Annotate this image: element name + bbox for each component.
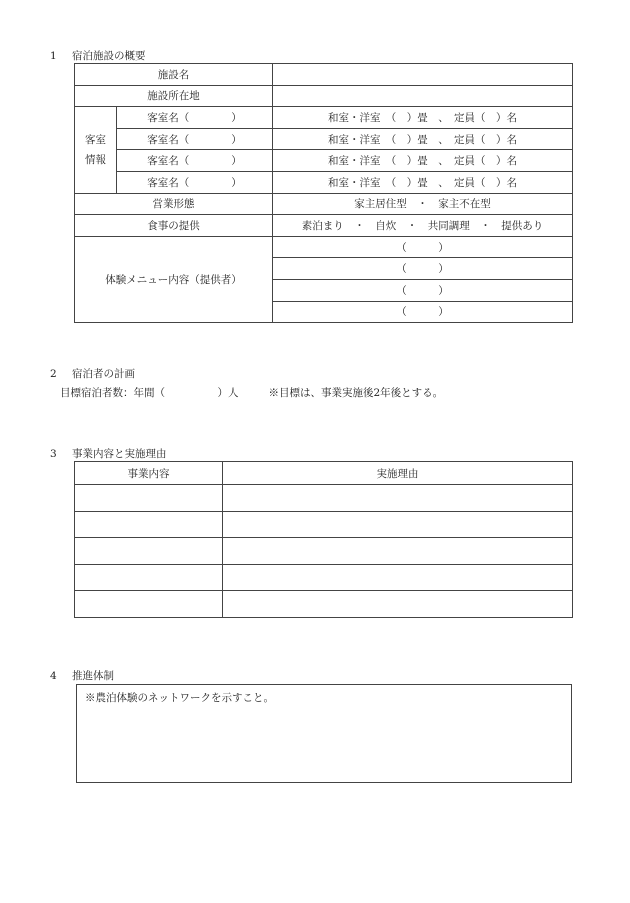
room-name-field[interactable]: 客室名（ ） xyxy=(117,150,273,172)
target-guests-note: ※目標は、事業実施後2年後とする。 xyxy=(268,387,444,399)
meal-options[interactable]: 素泊まり ・ 自炊 ・ 共同調理 ・ 提供あり xyxy=(273,215,573,237)
room-row xyxy=(75,150,573,172)
col-header-reason: 実施理由 xyxy=(223,462,573,485)
section-2-number: 2 xyxy=(50,368,57,380)
section-3-number: 3 xyxy=(50,448,57,460)
room-info-label-line2: 情報 xyxy=(85,153,106,166)
section-3-heading xyxy=(50,446,167,461)
section-3-title: 事業内容と実施理由 xyxy=(72,448,167,460)
section-4-title: 推進体制 xyxy=(72,670,114,682)
experience-field[interactable]: （ ） xyxy=(273,258,573,280)
facility-address-field[interactable] xyxy=(273,85,573,107)
room-info-label xyxy=(75,107,117,193)
business-content-header-row xyxy=(75,462,573,485)
col-header-content: 事業内容 xyxy=(75,462,223,485)
section-1-heading xyxy=(50,48,146,63)
room-name-field[interactable]: 客室名（ ） xyxy=(117,128,273,150)
table-row xyxy=(75,485,573,512)
business-content-cell[interactable] xyxy=(75,485,223,512)
business-content-cell[interactable] xyxy=(75,511,223,538)
section-1-number: 1 xyxy=(50,50,57,62)
business-reason-cell[interactable] xyxy=(223,591,573,618)
experience-field[interactable]: （ ） xyxy=(273,236,573,258)
facility-overview-table xyxy=(74,63,573,323)
meal-label: 食事の提供 xyxy=(75,215,273,237)
room-info-label-line1: 客室 xyxy=(85,133,106,146)
experience-field[interactable]: （ ） xyxy=(273,301,573,323)
room-row xyxy=(75,128,573,150)
room-detail-field[interactable]: 和室・洋室 （ ）畳 、 定員（ ）名 xyxy=(273,150,573,172)
business-content-cell[interactable] xyxy=(75,538,223,565)
experience-label: 体験メニュー内容（提供者） xyxy=(75,236,273,322)
meal-row xyxy=(75,215,573,237)
table-row xyxy=(75,564,573,591)
business-content-cell[interactable] xyxy=(75,591,223,618)
facility-name-label: 施設名 xyxy=(75,64,273,86)
section-2-title: 宿泊者の計画 xyxy=(72,368,135,380)
business-content-cell[interactable] xyxy=(75,564,223,591)
business-type-row xyxy=(75,193,573,215)
room-detail-field[interactable]: 和室・洋室 （ ）畳 、 定員（ ）名 xyxy=(273,128,573,150)
section-4-heading xyxy=(50,668,114,683)
business-reason-cell[interactable] xyxy=(223,538,573,565)
room-name-field[interactable]: 客室名（ ） xyxy=(117,107,273,129)
promotion-structure-box[interactable] xyxy=(76,684,572,783)
business-content-table xyxy=(74,461,573,618)
target-guests-field[interactable]: 目標宿泊者数：年間（ ）人 xyxy=(60,387,239,399)
business-type-options[interactable]: 家主居住型 ・ 家主不在型 xyxy=(273,193,573,215)
section-1-title: 宿泊施設の概要 xyxy=(72,50,146,62)
business-reason-cell[interactable] xyxy=(223,511,573,538)
business-reason-cell[interactable] xyxy=(223,564,573,591)
room-row xyxy=(75,107,573,129)
room-name-field[interactable]: 客室名（ ） xyxy=(117,171,273,193)
section-4-number: 4 xyxy=(50,670,57,682)
experience-field[interactable]: （ ） xyxy=(273,279,573,301)
table-row xyxy=(75,511,573,538)
room-row xyxy=(75,171,573,193)
facility-address-row xyxy=(75,85,573,107)
room-detail-field[interactable]: 和室・洋室 （ ）畳 、 定員（ ）名 xyxy=(273,171,573,193)
section-2-heading xyxy=(50,366,135,381)
facility-address-label: 施設所在地 xyxy=(75,85,273,107)
table-row xyxy=(75,591,573,618)
table-row xyxy=(75,538,573,565)
promotion-structure-note: ※農泊体験のネットワークを示すこと。 xyxy=(85,692,274,704)
facility-name-row xyxy=(75,64,573,86)
target-guests-line xyxy=(60,385,443,400)
room-detail-field[interactable]: 和室・洋室 （ ）畳 、 定員（ ）名 xyxy=(273,107,573,129)
business-reason-cell[interactable] xyxy=(223,485,573,512)
business-type-label: 営業形態 xyxy=(75,193,273,215)
experience-row xyxy=(75,236,573,258)
facility-name-field[interactable] xyxy=(273,64,573,86)
